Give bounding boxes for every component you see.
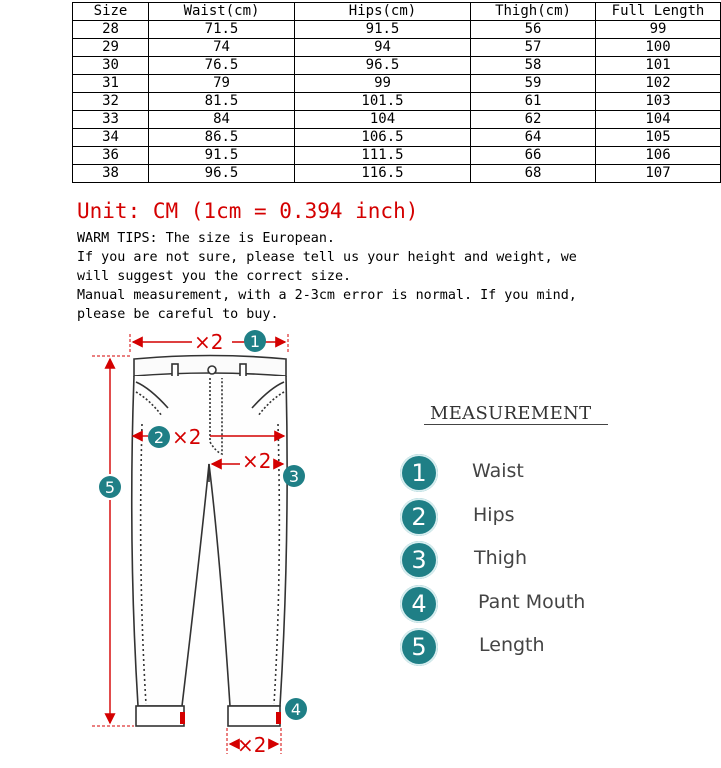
waist-measure xyxy=(130,330,288,354)
marker-5-label: 5 xyxy=(104,478,116,497)
tip-line: please be careful to buy. xyxy=(77,307,279,322)
table-cell: 33 xyxy=(73,111,149,129)
legend-item-waist xyxy=(400,454,640,494)
table-cell: 64 xyxy=(471,129,596,147)
table-cell: 91.5 xyxy=(295,21,471,39)
table-cell: 61 xyxy=(471,93,596,111)
table-cell: 29 xyxy=(73,39,149,57)
header-thigh: Thigh(cm) xyxy=(471,3,596,21)
table-cell: 56 xyxy=(471,21,596,39)
table-row xyxy=(73,93,721,111)
table-cell: 105 xyxy=(596,129,721,147)
table-cell: 74 xyxy=(149,39,295,57)
hips-multiplier: ×2 xyxy=(172,425,202,449)
hem-mark xyxy=(276,712,281,724)
table-cell: 66 xyxy=(471,147,596,165)
table-header-row xyxy=(73,3,721,21)
table-cell: 81.5 xyxy=(149,93,295,111)
pant-mouth-multiplier: ×2 xyxy=(237,733,267,757)
header-full-length: Full Length xyxy=(596,3,721,21)
pants-outline xyxy=(132,356,287,727)
legend-title-underline xyxy=(424,424,608,425)
legend-label: Thigh xyxy=(474,547,528,569)
table-row xyxy=(73,129,721,147)
table-cell: 68 xyxy=(471,165,596,183)
legend-label: Length xyxy=(479,634,545,656)
legend-item-pant-mouth xyxy=(400,585,640,625)
tip-line: WARM TIPS: The size is European. xyxy=(77,231,335,246)
table-cell: 76.5 xyxy=(149,57,295,75)
table-cell: 28 xyxy=(73,21,149,39)
table-row xyxy=(73,21,721,39)
table-cell: 94 xyxy=(295,39,471,57)
table-row xyxy=(73,111,721,129)
unit-conversion-note: Unit: CM (1cm = 0.394 inch) xyxy=(77,199,419,223)
header-hips: Hips(cm) xyxy=(295,3,471,21)
table-cell: 32 xyxy=(73,93,149,111)
table-cell: 101.5 xyxy=(295,93,471,111)
warm-tips xyxy=(77,229,647,324)
table-cell: 58 xyxy=(471,57,596,75)
tip-line: will suggest you the correct size. xyxy=(77,269,352,284)
table-cell: 106.5 xyxy=(295,129,471,147)
table-cell: 71.5 xyxy=(149,21,295,39)
legend-title: MEASUREMENT xyxy=(430,403,592,424)
legend-item-length xyxy=(400,628,640,668)
table-cell: 34 xyxy=(73,129,149,147)
table-cell: 30 xyxy=(73,57,149,75)
number-2-icon: 2 xyxy=(400,498,438,536)
marker-1-label: 1 xyxy=(249,332,261,351)
table-cell: 99 xyxy=(295,75,471,93)
table-cell: 86.5 xyxy=(149,129,295,147)
table-cell: 104 xyxy=(596,111,721,129)
table-cell: 62 xyxy=(471,111,596,129)
number-3-icon: 3 xyxy=(400,541,438,579)
table-cell: 96.5 xyxy=(295,57,471,75)
legend-item-thigh xyxy=(400,541,640,581)
tip-line: If you are not sure, please tell us your height and weight, we xyxy=(77,250,577,265)
table-cell: 31 xyxy=(73,75,149,93)
table-row xyxy=(73,57,721,75)
table-cell: 36 xyxy=(73,147,149,165)
table-cell: 102 xyxy=(596,75,721,93)
number-1-icon: 1 xyxy=(400,454,438,492)
table-cell: 38 xyxy=(73,165,149,183)
waist-multiplier: ×2 xyxy=(194,330,224,354)
marker-2-label: 2 xyxy=(153,428,165,447)
table-cell: 101 xyxy=(596,57,721,75)
marker-3-label: 3 xyxy=(288,467,300,486)
table-cell: 84 xyxy=(149,111,295,129)
header-waist: Waist(cm) xyxy=(149,3,295,21)
number-5-icon: 5 xyxy=(400,628,438,666)
table-cell: 106 xyxy=(596,147,721,165)
table-cell: 79 xyxy=(149,75,295,93)
table-cell: 104 xyxy=(295,111,471,129)
header-size: Size xyxy=(73,3,149,21)
length-measure xyxy=(92,356,134,726)
table-row xyxy=(73,165,721,183)
thigh-multiplier: ×2 xyxy=(242,449,272,473)
legend-label: Hips xyxy=(473,504,515,526)
table-cell: 96.5 xyxy=(149,165,295,183)
hem-mark xyxy=(180,712,185,724)
table-cell: 111.5 xyxy=(295,147,471,165)
legend-label: Pant Mouth xyxy=(478,591,586,613)
table-row xyxy=(73,39,721,57)
legend-label: Waist xyxy=(472,460,524,482)
table-cell: 116.5 xyxy=(295,165,471,183)
table-cell: 57 xyxy=(471,39,596,57)
table-cell: 100 xyxy=(596,39,721,57)
legend-item-hips xyxy=(400,498,640,538)
size-chart-table xyxy=(72,2,721,183)
table-cell: 103 xyxy=(596,93,721,111)
table-row xyxy=(73,147,721,165)
marker-4-label: 4 xyxy=(290,700,302,719)
number-4-icon: 4 xyxy=(400,585,438,623)
table-row xyxy=(73,75,721,93)
table-cell: 91.5 xyxy=(149,147,295,165)
table-cell: 59 xyxy=(471,75,596,93)
table-cell: 99 xyxy=(596,21,721,39)
tip-line: Manual measurement, with a 2-3cm error is normal. If you mind, xyxy=(77,288,577,303)
table-cell: 107 xyxy=(596,165,721,183)
